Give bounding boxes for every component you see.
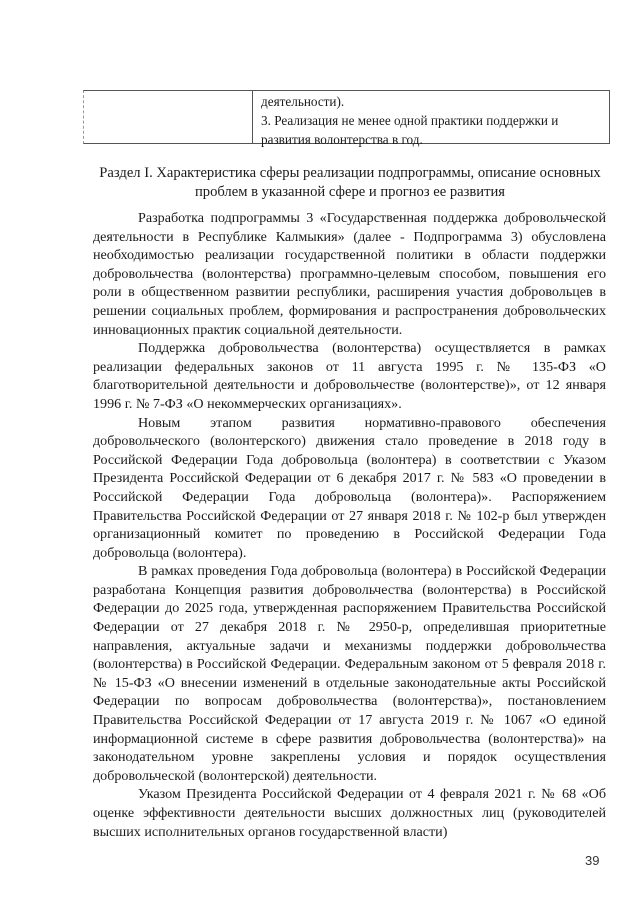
document-body [93,209,606,841]
table-cell-line: деятельности). [261,94,345,109]
paragraph: Поддержка добровольчества (волонтерства) осуществляется в рамках реализации федеральных законов от 11 августа 1995 г. № 135-ФЗ «О благотворительной деятельности и добровольчестве (волонтерстве)», от 12 января 1996 г. № 7-ФЗ «О некоммерческих организациях». [93,340,606,412]
page-number: 39 [585,853,600,868]
paragraph: Новым этапом развития нормативно-правового обеспечения добровольческого (волонтерского) движения стало проведение в 2018 году в Российской Федерации Года добровольца (волонтера) в соответствии с Указом Президента Российской Федерации от 6 декабря 2017 г. № 583 «О проведении в Российской Федерации Года добровольца (волонтера)». Распоряжением Правительства Российской Федерации от 27 января 2018 г. № 102-р был утвержден организационный комитет по проведению в Российской Федерации Года добровольца (волонтера). [93,414,606,561]
table-fragment [83,90,610,147]
table-cell-line: 3. Реализация не менее одной практики поддержки и развития волонтерства в год. [261,113,559,147]
paragraph: В рамках проведения Года добровольца (волонтера) в Российской Федерации разработана Концепция развития добровольчества (волонтерства) в Российской Федерации до 2025 года, утвержденная распоряжением Правительства Российской Федерации от 27 декабря 2018 г. № 2950-р, определившая приоритетные направления, актуальные задачи и механизмы поддержки добровольчества (волонтерства) в Российской Федерации. Федеральным законом от 5 февраля 2018 г. № 15-ФЗ «О внесении изменений в отдельные законодательные акты Российской Федерации по вопросам добровольчества (волонтерства)», постановлением Правительства Российской Федерации от 17 августа 2019 г. № 1067 «О единой информационной системе в сфере развития добровольчества (волонтерства)» на законодательном уровне закреплены условия и порядок осуществления добровольческой (волонтерской) деятельности. [93,563,606,784]
table-column-divider [252,91,253,143]
table-cell [261,92,603,149]
section-heading: Раздел I. Характеристика сферы реализации подпрограммы, описание основных проблем в указанной сфере и прогноз ее развития [99,165,601,200]
paragraph: Разработка подпрограммы 3 «Государственная поддержка добровольческой деятельности в Республике Калмыкия» (далее - Подпрограмма 3) обусловлена необходимостью реализации государственной политики в области поддержки добровольчества (волонтерства) программно-целевым способом, повышения его роли в общественном развитии республики, расширения участия добровольцев в решении социальных проблем, формирования и распространения добровольческих инновационных практик социальной деятельности. [93,210,606,338]
paragraph: Указом Президента Российской Федерации от 4 февраля 2021 г. № 68 «Об оценке эффективности деятельности высших должностных лиц (руководителей высших исполнительных органов государственной власти) [93,786,606,840]
